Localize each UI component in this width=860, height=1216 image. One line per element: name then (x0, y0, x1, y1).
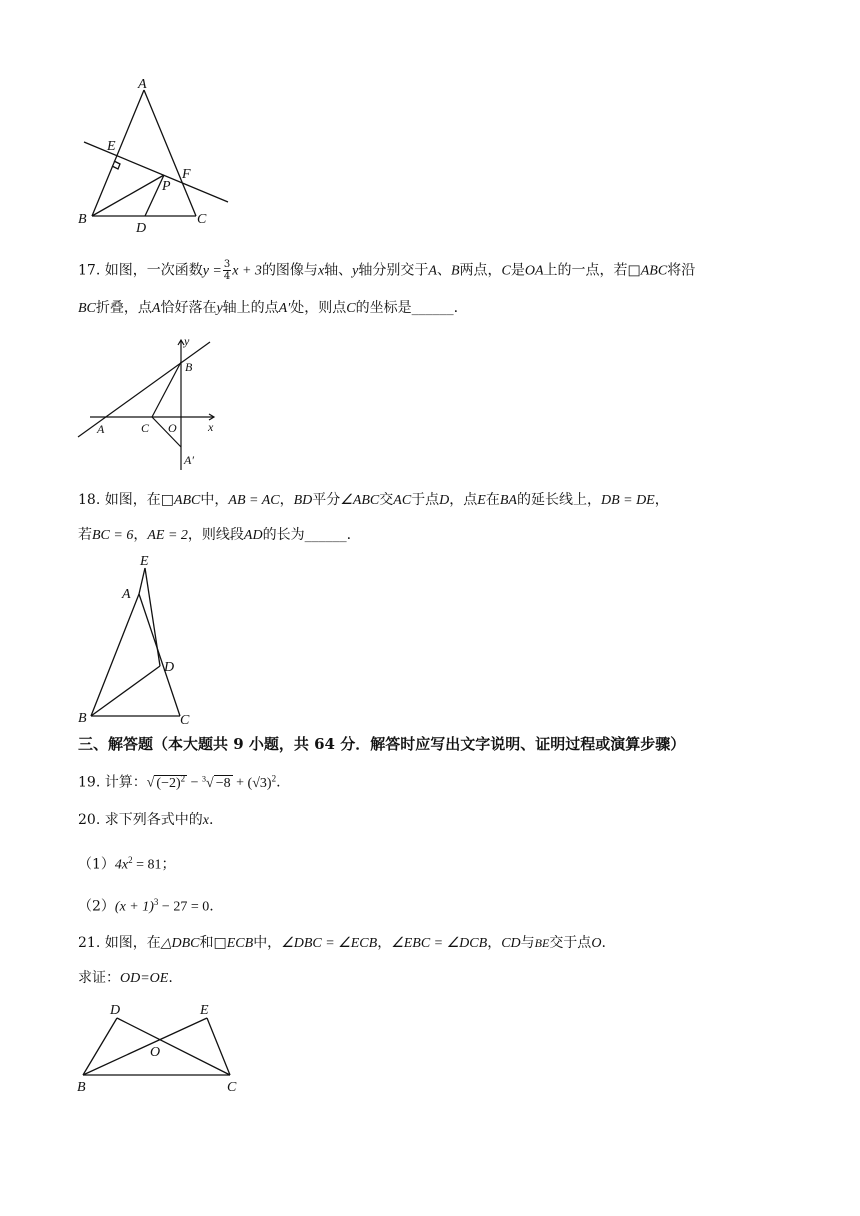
sqrt-inner: (−2) (156, 775, 181, 791)
q20-number: 20. (78, 812, 101, 828)
var-y: y (216, 301, 223, 316)
q18-text: ， (133, 527, 148, 543)
fig16-label-F: F (182, 167, 191, 182)
q18-number: 18. (78, 492, 101, 508)
fig16-label-C: C (197, 212, 207, 227)
var-A: A (151, 301, 161, 316)
var-ECB: ECB (226, 936, 254, 951)
part-2-number: （2） (78, 898, 115, 915)
q21-text: ， (487, 935, 502, 951)
q18-text: 若 (78, 527, 92, 543)
q17-line1 (78, 259, 695, 282)
q20-end: . (208, 812, 214, 828)
eq-ae: AE = 2 (147, 528, 188, 543)
q19-line (78, 768, 281, 794)
q17-text: 轴分别交于 (358, 262, 429, 279)
q18-end: . (346, 527, 352, 543)
var-BE: BE (534, 936, 550, 950)
eq-rhs: − 27 = 0 (158, 899, 210, 915)
fig17-label-A-prime: A′ (184, 453, 194, 467)
var-x: x (202, 813, 209, 828)
q18-text: 的长为 (262, 527, 305, 543)
eq-lhs: (x + 1) (114, 899, 154, 915)
q17-text: 、 (436, 262, 451, 279)
q18-text: 的延长线上， (516, 492, 601, 508)
var-D: D (439, 493, 450, 508)
var-CD: CD (501, 936, 521, 951)
exponent: 3 (153, 897, 159, 907)
fig17-label-B: B (185, 360, 193, 374)
fig18-label-B: B (78, 711, 87, 726)
part-1-end: ； (161, 856, 176, 873)
q17-text: 轴上的点 (222, 300, 279, 316)
q17-text: 轴、 (324, 262, 353, 279)
q18-text: 平分 (312, 492, 341, 508)
eq-db-de: DB = DE (600, 493, 655, 508)
eq-rhs: = 81 (132, 857, 162, 873)
q21-prove-end: . (168, 970, 173, 986)
q21-line2 (78, 968, 173, 989)
q17-text: 折叠，点 (95, 300, 152, 316)
figure-q18 (70, 548, 200, 728)
frac-num: 3 (223, 259, 231, 270)
fig21-label-B: B (77, 1080, 86, 1095)
q17-text: 恰好落在 (160, 300, 217, 316)
q17-eq: y = (202, 263, 222, 279)
part-1-number: （1） (78, 856, 115, 873)
fig17-label-C: C (141, 421, 150, 435)
var-B: B (450, 263, 460, 279)
q20-line (78, 810, 213, 831)
var-OA: OA (524, 263, 544, 279)
q17-text: 上的一点，若 (543, 262, 628, 279)
fig18-label-E: E (140, 554, 149, 569)
fig21-label-O: O (150, 1045, 161, 1060)
figure-q16 (70, 72, 240, 242)
cbrt-term: $^3$√ −8 (202, 774, 231, 791)
var-AC: AC (393, 493, 412, 508)
fig17-label-O: O (168, 421, 177, 435)
figure-q21 (70, 998, 250, 1098)
q17-text: 两点， (459, 262, 502, 279)
var-A: A (428, 263, 437, 279)
figure-q17 (74, 334, 224, 474)
prove-label: 求证： (78, 970, 120, 986)
triangle-glyph: □ (213, 935, 227, 951)
var-E: E (477, 493, 486, 508)
q17-eq-rhs: x + 3 (232, 263, 262, 279)
var-C: C (346, 301, 356, 316)
fig18-label-C: C (180, 713, 190, 728)
q21-end: . (601, 935, 606, 951)
eq-ab-ac: AB = AC (228, 493, 280, 508)
q17-text: 是 (510, 262, 525, 279)
q21-text: 交于点 (549, 935, 592, 951)
var-A-prime: A′ (278, 301, 291, 316)
q17-text: 的坐标是 (355, 300, 412, 316)
paren-term: $(√3)^2$ (247, 773, 277, 791)
part-2-end: . (209, 898, 214, 915)
q18-line2 (78, 525, 351, 546)
q19-number: 19. (78, 774, 101, 791)
q20-part1 (78, 850, 176, 876)
var-BD: BD (293, 493, 313, 508)
q18-text: ，点 (449, 492, 478, 508)
q21-text: 中， (253, 935, 282, 951)
section-3-heading: 三、解答题（本大题共 9 小题，共 64 分．解答时应写出文字说明、证明过程或演算步骤） (78, 735, 686, 753)
var-AD: AD (243, 528, 263, 543)
q18-line1 (78, 490, 669, 511)
fig17-label-A: A (97, 422, 105, 436)
triangle-glyph: □ (627, 262, 641, 279)
q18-text: ， (654, 492, 669, 508)
q21-number: 21. (78, 935, 101, 951)
exponent: 2 (271, 773, 277, 783)
plus-sign: + (232, 775, 248, 791)
triangle-dbc: △DBC (160, 936, 200, 951)
q17-text: 处，则点 (290, 300, 347, 316)
q17-text: 如图，一次函数 (104, 262, 203, 279)
eq-lhs: 4x (114, 857, 129, 873)
prove-statement: OD=OE (120, 971, 169, 986)
q18-text: 中， (200, 492, 229, 508)
q21-line1 (78, 933, 606, 954)
fig16-label-B: B (78, 212, 87, 227)
sqrt-term: √ $(-2)^2$ (146, 773, 186, 791)
angle-eq-1: ∠DBC = ∠ECB (281, 936, 378, 951)
angle-abc: ∠ABC (340, 493, 380, 508)
exponent: 2 (180, 773, 186, 783)
q17-text: 的图像与 (261, 262, 318, 279)
fig16-label-P: P (162, 179, 171, 194)
answer-blank: ______ (411, 300, 454, 316)
q21-text: 如图，在 (104, 935, 161, 951)
q18-text: ，则线段 (187, 527, 244, 543)
q17-line2 (78, 298, 458, 319)
exponent: 2 (128, 855, 133, 865)
q17-number: 17. (78, 262, 101, 279)
fig16-label-A: A (138, 77, 147, 92)
eq-bc: BC = 6 (92, 528, 134, 543)
q19-end: . (276, 774, 281, 791)
fig16-label-D: D (136, 221, 147, 236)
fig18-label-A: A (122, 587, 131, 602)
q21-text: ， (377, 935, 392, 951)
fig21-label-C: C (227, 1080, 237, 1095)
fig16-label-E: E (107, 139, 116, 154)
answer-blank: ______ (304, 527, 347, 543)
triangle-glyph: □ (160, 492, 174, 508)
q17-text: 将沿 (667, 262, 696, 279)
q18-text: 交 (379, 492, 394, 508)
q19-text: 计算： (104, 774, 147, 791)
q21-text: 与 (520, 935, 535, 951)
fraction-3-4 (223, 259, 231, 282)
q21-text: 和 (199, 935, 214, 951)
var-BA: BA (499, 493, 517, 508)
fig17-label-x: x (208, 420, 214, 434)
minus-sign: − (187, 775, 203, 791)
cbrt-inner: −8 (215, 775, 231, 791)
q20-text: 求下列各式中的 (104, 812, 203, 828)
var-O: O (591, 936, 602, 951)
var-ABC: ABC (173, 493, 201, 508)
q18-text: 于点 (411, 492, 440, 508)
fig18-label-D: D (164, 660, 175, 675)
paren-inner: √3 (252, 775, 267, 791)
q18-text: ， (279, 492, 294, 508)
frac-den: 4 (223, 271, 231, 282)
fig17-label-y: y (184, 334, 190, 348)
q18-text: 在 (485, 492, 500, 508)
var-ABC: ABC (640, 263, 668, 279)
q20-part2 (78, 892, 214, 918)
var-C: C (501, 263, 511, 279)
var-y: y (352, 263, 359, 279)
fig21-label-E: E (200, 1003, 209, 1018)
fig21-label-D: D (110, 1003, 121, 1018)
root-index: 3 (202, 774, 207, 783)
var-BC: BC (78, 301, 96, 316)
q18-text: 如图，在 (104, 492, 161, 508)
var-x: x (317, 263, 325, 279)
angle-eq-2: ∠EBC = ∠DCB (391, 936, 488, 951)
q17-end: . (453, 300, 459, 316)
